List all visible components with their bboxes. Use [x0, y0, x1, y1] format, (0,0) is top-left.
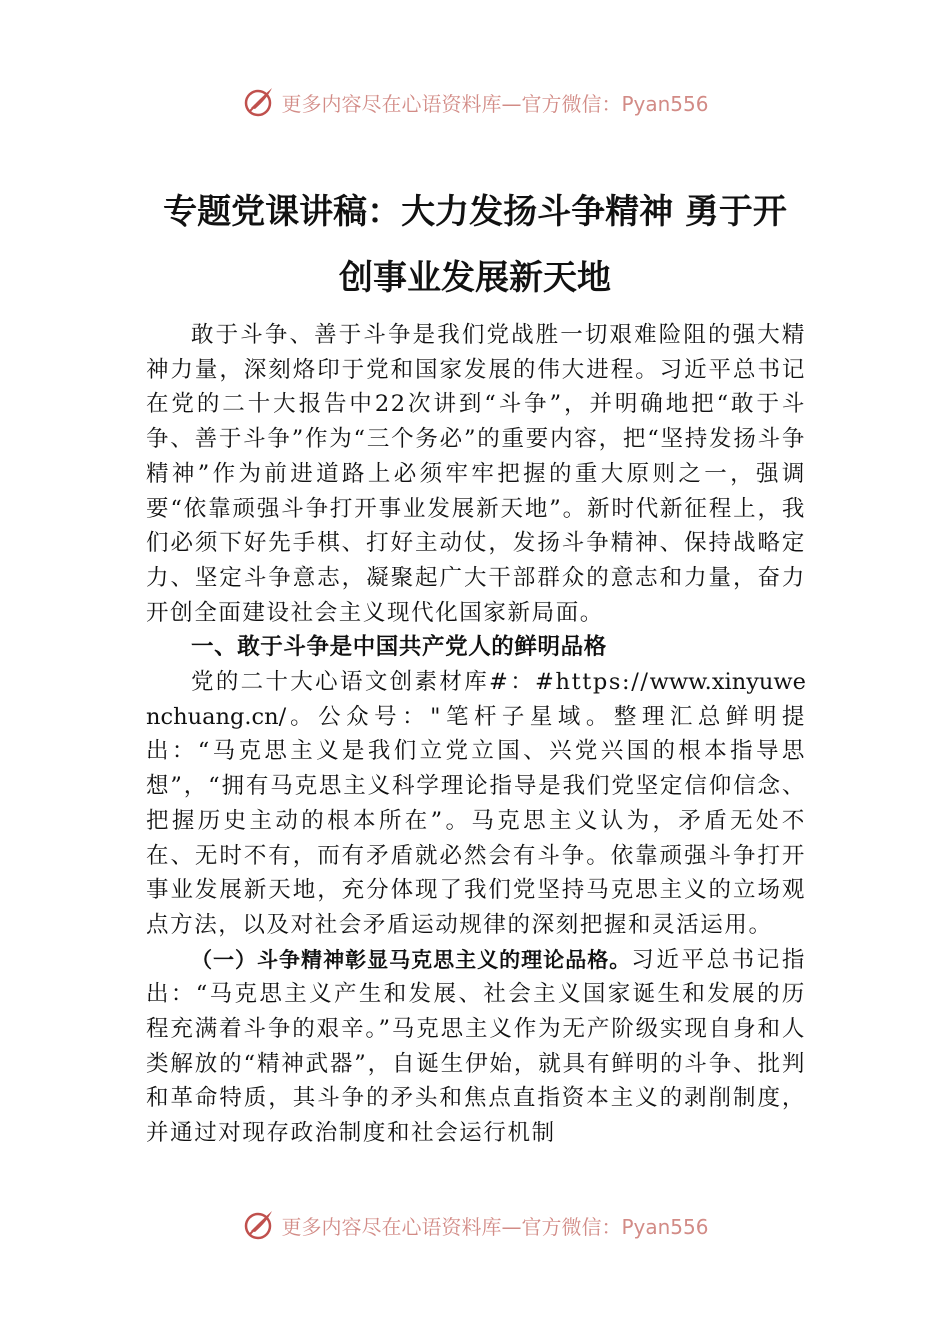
- document-body: [146, 318, 806, 1151]
- banner-text-footer: 更多内容尽在心语资料库—官方微信：Pyan556: [281, 1214, 709, 1239]
- paragraph-section-1: [146, 665, 806, 943]
- paragraph-intro: 敢于斗争、善于斗争是我们党战胜一切艰难险阻的强大精神力量，深刻烙印于党和国家发展的伟大进程。习近平总书记在党的二十大报告中22次讲到“斗争”，并明确地把“敢于斗争、善于斗争”作为“三个务必”的重要内容，把“坚持发扬斗争精神”作为前进道路上必须牢牢把握的重大原则之一，强调要“依靠顽强斗争打开事业发展新天地”。新时代新征程上，我们必须下好先手棋、打好主动仗，发扬斗争精神、保持战略定力、坚定斗争意志，凝聚起广大干部群众的意志和力量，奋力开创全面建设社会主义现代化国家新局面。: [146, 322, 806, 626]
- document-title-line-1: 专题党课讲稿：大力发扬斗争精神 勇于开: [163, 192, 787, 232]
- paragraph-section-1-body: 。公众号："笔杆子星域。整理汇总鲜明提出：“马克思主义是我们立党立国、兴党兴国的根本指导思想”，“拥有马克思主义科学理论指导是我们党坚定信仰信念、把握历史主动的根本所在”。马克思主义认为，矛盾无处不在、无时不有，而有矛盾就必然会有斗争。依靠顽强斗争打开事业发展新天地，充分体现了我们党坚持马克思主义的立场观点方法，以及对社会矛盾运动规律的深刻把握和灵活运用。: [146, 703, 806, 938]
- header-watermark-banner: [0, 82, 950, 122]
- footer-watermark-banner: [0, 1205, 950, 1245]
- paragraph-section-1-prefix: 党的二十大心语文创素材库#：#https://: [191, 669, 650, 696]
- subsection-body: 习近平总书记指出：“马克思主义产生和发展、社会主义国家诞生和发展的历程充满着斗争的艰辛。”马克思主义作为无产阶级实现自身和人类解放的“精神武器”，自诞生伊始，就具有鲜明的斗争、批判和革命特质，其斗争的矛头和焦点直指资本主义的剥削制度，并通过对现存政治制度和社会运行机制: [146, 946, 807, 1147]
- subsection-lead-sentence: （一）斗争精神彰显马克思主义的理论品格。: [191, 947, 632, 972]
- paragraph-subsection-1: [146, 943, 806, 1151]
- banner-text: 更多内容尽在心语资料库—官方微信：Pyan556: [281, 91, 709, 116]
- quill-seal-icon: [241, 84, 277, 120]
- document-title-line-2: 创事业发展新天地: [339, 258, 611, 298]
- source-url-text: www.xinyuwenchuang.cn/: [146, 669, 806, 730]
- quill-seal-icon: [241, 1207, 277, 1243]
- section-heading-1: 一、敢于斗争是中国共产党人的鲜明品格: [191, 634, 607, 661]
